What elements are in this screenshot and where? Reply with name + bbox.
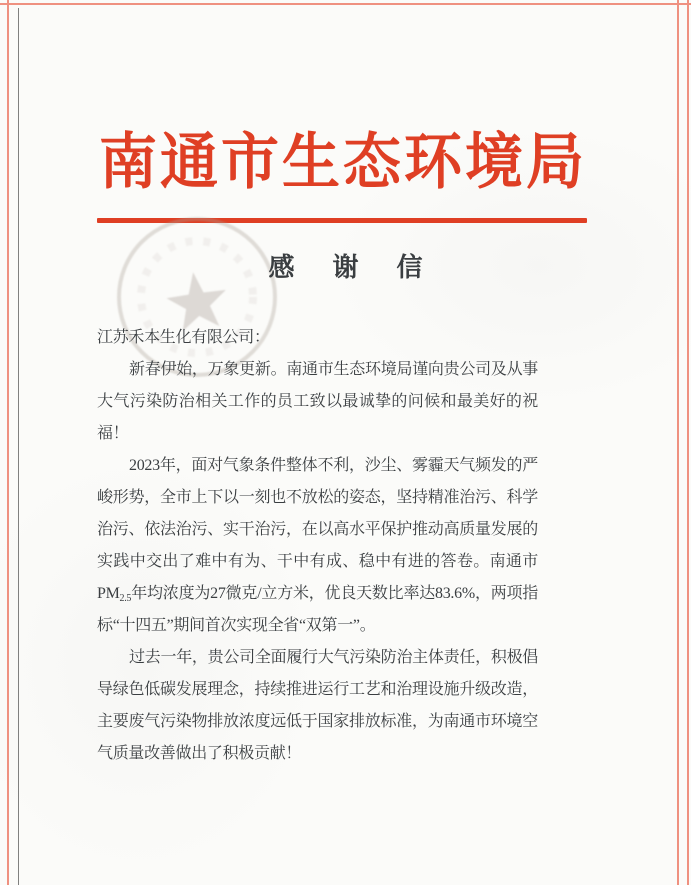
paragraph-company-contribution <box>97 642 538 770</box>
paragraph-achievements-text-after-subscript: 年均浓度为27微克/立方米，优良天数比率达83.6%，两项指标“十四五”期间首次实现全省“双第一”。 <box>97 585 538 634</box>
paragraph-company-contribution-text: 过去一年，贵公司全面履行大气污染防治主体责任，积极倡导绿色低碳发展理念，持续推进运行工艺和治理设施升级改造，主要废气污染物排放浓度远低于国家排放标准，为南通市环境空气质量改善做出了积极贡献！ <box>97 649 538 762</box>
letterhead-agency-title: 南通市生态环境局 <box>99 128 588 197</box>
paragraph-greeting <box>97 354 538 450</box>
paragraph-greeting-text: 新春伊始，万象更新。南通市生态环境局谨向贵公司及从事大气污染防治相关工作的员工致以最诚挚的问候和最美好的祝福！ <box>97 361 538 442</box>
salutation: 江苏禾本生化有限公司： <box>97 329 270 346</box>
page-edge-shadow-line <box>18 8 19 885</box>
scan-frame-left-line <box>7 0 9 885</box>
letter-body <box>97 322 538 770</box>
paragraph-achievements <box>97 450 538 642</box>
scan-frame-top-line <box>0 3 691 5</box>
paragraph-achievements-text-before-subscript: 2023年，面对气象条件整体不利，沙尘、雾霾天气频发的严峻形势，全市上下以一刻也不放松的姿态，坚持精准治污、科学治污、依法治污、实干治污，在以高水平保护推动高质量发展的实践中交出了难中有为、干中有成、稳中有进的答卷。南通市PM <box>97 457 538 602</box>
letter-title: 感 谢 信 <box>268 253 429 282</box>
scan-frame-right-outer-line <box>687 0 689 885</box>
scan-frame-right-inner-line <box>677 0 679 885</box>
pm25-subscript: 2.5 <box>119 593 132 604</box>
